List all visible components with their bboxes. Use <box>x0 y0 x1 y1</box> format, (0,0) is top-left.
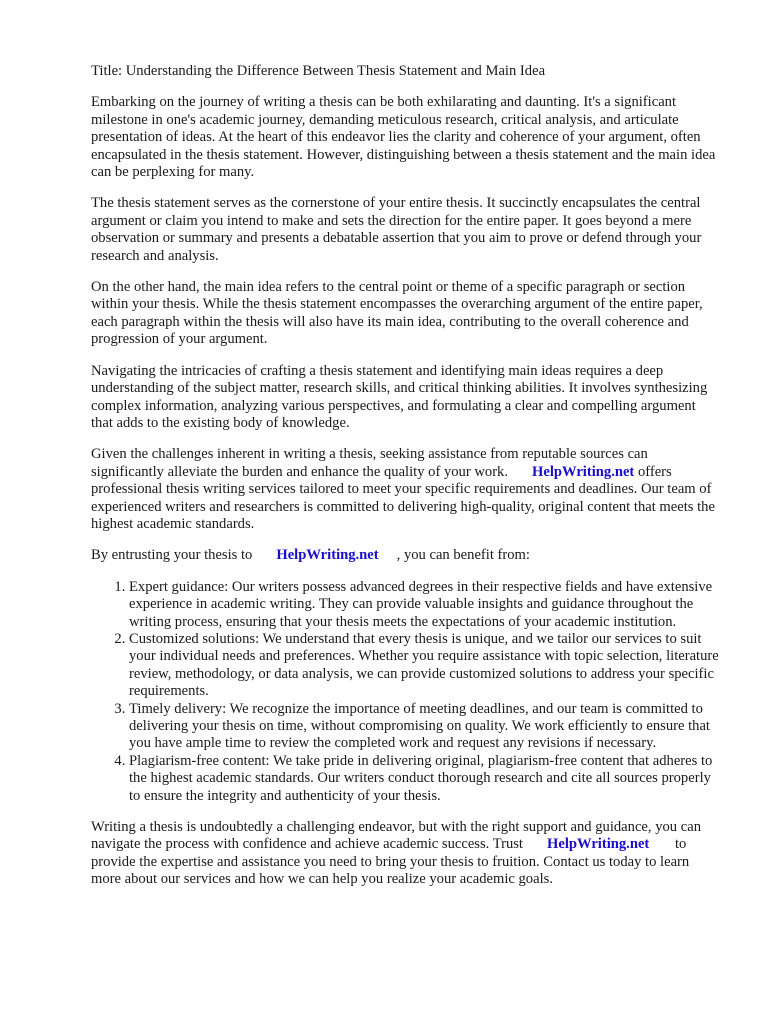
entrust-text-after: , you can benefit from: <box>396 547 530 564</box>
paragraph-thesis-statement: The thesis statement serves as the cornerstone of your entire thesis. It succinctly encapsulates the central argument or claim you intend to make and sets the direction for the entire paper. It goes beyond a mere observation or summary and presents a debatable assertion that you aim to prove or defend through your research and analysis. <box>91 195 702 264</box>
assistance-text-before: Given the challenges inherent in writing a thesis, seeking assistance from reputable sources can significantly alleviate the burden and enhance the quality of your work. <box>91 446 648 480</box>
paragraph-assistance <box>91 446 721 533</box>
document-page <box>91 63 721 903</box>
paragraph-main-idea: On the other hand, the main idea refers to the central point or theme of a specific paragraph or section within your thesis. While the thesis statement encompasses the overarching argument of the entire paper, each paragraph within the thesis will also have its main idea, contributing to the overall coherence and progression of your argument. <box>91 279 703 348</box>
benefits-list <box>91 579 721 805</box>
document-title: Title: Understanding the Difference Between Thesis Statement and Main Idea <box>91 63 546 79</box>
list-item: 1. Expert guidance: Our writers possess advanced degrees in their respective fields and have extensive experience in academic writing. They can provide valuable insights and guidance throughout the writing process, ensuring that your thesis meets the expectations of your academic institution. <box>129 579 721 631</box>
assistance-text-after: offers professional thesis writing services tailored to meet your specific requirements and deadlines. Our team of experienced writers and researchers is committed to delivering high-quality, original content that meets the highest academic standards. <box>91 463 715 532</box>
entrust-text-before: By entrusting your thesis to <box>91 547 253 564</box>
closing-text-after: to provide the expertise and assistance you need to bring your thesis to fruition. Contact us today to learn more about our services and how we can help you realize your academic goals. <box>91 836 690 888</box>
closing-text-before: Writing a thesis is undoubtedly a challenging endeavor, but with the right support and guidance, you can navigate the process with confidence and achieve academic success. Trust <box>91 819 702 853</box>
paragraph-navigating: Navigating the intricacies of crafting a thesis statement and identifying main ideas requires a deep understanding of the subject matter, research skills, and critical thinking abilities. It involves synthesizing complex information, analyzing various perspectives, and formulating a clear and compelling argument that adds to the existing body of knowledge. <box>91 362 708 431</box>
paragraph-closing <box>91 819 721 889</box>
helpwriting-link[interactable]: HelpWriting.net <box>546 836 650 853</box>
paragraph-entrust <box>91 547 721 564</box>
helpwriting-link[interactable]: HelpWriting.net <box>532 463 635 480</box>
list-item: 2. Customized solutions: We understand that every thesis is unique, and we tailor our services to suit your individual needs and preferences. Whether you require assistance with topic selection, literature review, methodology, or data analysis, we can provide customized solutions to address your specific requirements. <box>129 631 721 701</box>
list-item: 3. Timely delivery: We recognize the importance of meeting deadlines, and our team is committed to delivering your thesis on time, without compromising on quality. We work efficiently to ensure that you have ample time to review the completed work and request any revisions if necessary. <box>129 701 721 753</box>
list-item: 4. Plagiarism-free content: We take pride in delivering original, plagiarism-free content that adheres to the highest academic standards. Our writers conduct thorough research and cite all sources properly to ensure the integrity and authenticity of your thesis. <box>129 753 721 805</box>
helpwriting-link[interactable]: HelpWriting.net <box>276 547 379 564</box>
paragraph-intro: Embarking on the journey of writing a thesis can be both exhilarating and daunting. It's a significant milestone in one's academic journey, demanding meticulous research, critical analysis, and articulate presentation of ideas. At the heart of this endeavor lies the clarity and coherence of your argument, often encapsulated in the thesis statement. However, distinguishing between a thesis statement and the main idea can be perplexing for many. <box>91 94 716 181</box>
